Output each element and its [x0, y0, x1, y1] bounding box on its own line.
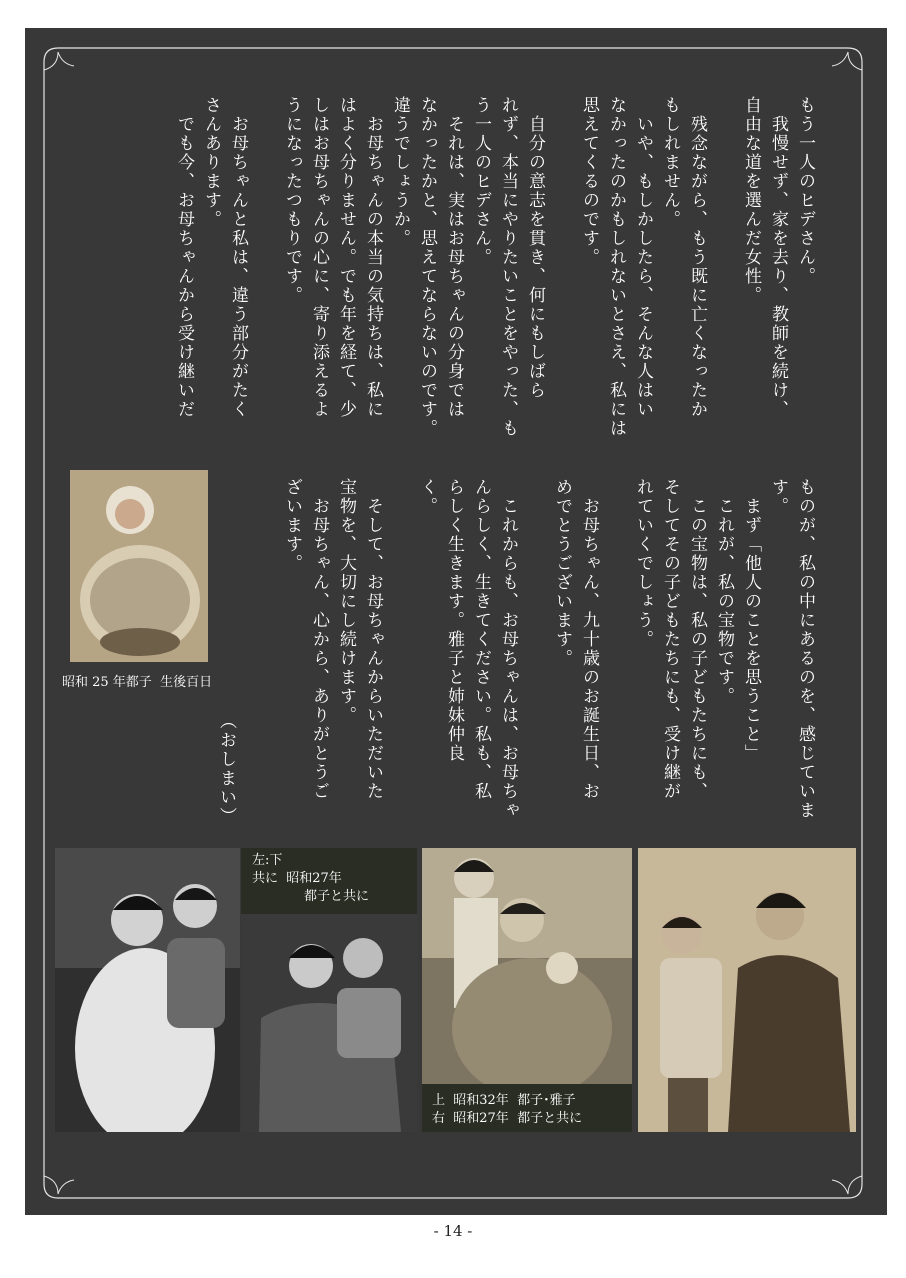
right-photo-caption: 上 昭和32年 都子･雅子 右 昭和27年 都子と共に — [432, 1093, 583, 1126]
left-photo-caption: 左:下 共に 昭和27年 都子と共に — [252, 853, 370, 904]
article-text-bottom: ものが、私の中にあるのを、感じていま す。 まず「他人のことを思うこと」 これが、私の宝物です。 この宝物は、私の子どもたちにも、 そしてその子どもたちにも、受け継が れていくでしょう。 お母ちゃん、九十歳のお誕生日、お めでとうございます。 これからも、お母ちゃんは、お母ちゃ んらしく、生きてください。私も、私 らしく生きます。雅子と姉妹仲良 く。 そして、お母ちゃんからいただいた 宝物を、大切にし続けます。 お母ちゃん、心から、ありがとうご ざいます。 — [282, 478, 815, 820]
mother-child-photo-1 — [55, 848, 240, 1132]
baby-photo — [70, 470, 208, 662]
closing-mark: （おしまい） — [216, 712, 236, 826]
mother-son-photo-4 — [638, 848, 856, 1132]
baby-photo-caption: 昭和 25 年都子 生後百日 — [62, 675, 213, 690]
family-photo-3 — [422, 848, 632, 1132]
article-text-top: もう一人のヒデさん。 我慢せず、家を去り、教師を続け、 自由な道を選んだ女性。 残念ながら、もう既に亡くなったか もしれません。 いや、もしかしたら、そんな人はい なかったのかもしれないとさえ、私には 思えてくるのです。 自分の意志を貫き、何にもしばら れず、本当にやりたいことをやった、も う一人のヒデさん。 それは、実はお母ちゃんの分身では なかったかと、思えてならないのです。 違うでしょうか。 お母ちゃんの本当の気持ちは、私に はよく分りません。でも年を経て、少 しはお母ちゃんの心に、寄り添えるよ うになったつもりです。 お母ちゃんと私は、違う部分がたく さんあります。 でも今、お母ちゃんから受け継いだ — [174, 96, 815, 438]
page-number: - 14 - — [433, 1222, 473, 1240]
